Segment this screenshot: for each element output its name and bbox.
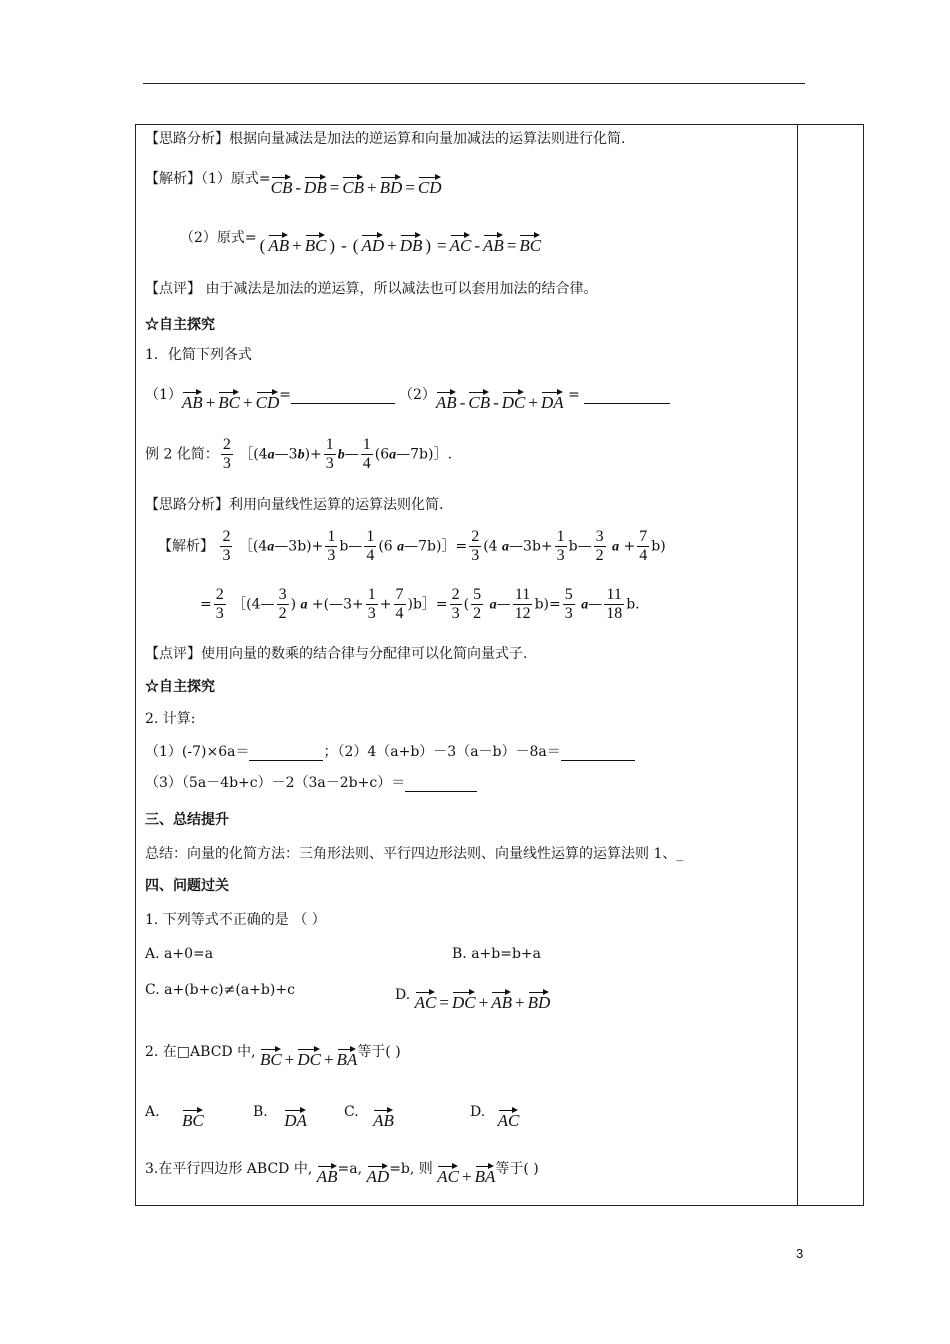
exercise-2-title: 2. 计算: [145, 711, 196, 727]
heading-explore-1: ☆自主探究 [145, 317, 215, 333]
question-1: 1. 下列等式不正确的是 （ ） [145, 912, 326, 928]
solution-2: （2）原式= ( AB + BC ) - ( AD + DB ) = AC - AB = BC [180, 230, 542, 255]
answer-blank[interactable] [584, 403, 670, 404]
solution-example-2b: = $\frac{2}{3}$ ［(4— $\frac{3}{2}$ ) a +(—3+ $\frac{1}{3}$ + $\frac{7}{4}$ )b］= $\frac{2}{3}$ ( $\frac{5}{2}$ a— $\frac{11}{12}$ b)= $\frac{5}{3}$ a— $\frac{11}{18}$ b. [200, 586, 640, 622]
heading-check: 四、问题过关 [145, 878, 229, 894]
answer-blank[interactable] [249, 760, 323, 761]
question-3: 3.在平行四边形 ABCD 中, AB=a, AD=b, 则 AC + BA等于( ) [145, 1161, 539, 1186]
page-number: 3 [796, 1246, 804, 1261]
q2-option-a: A. BC [145, 1104, 204, 1130]
solution-example-2a: 【解析】 $\frac{2}{3}$ ［(4a—3b)+ $\frac{1}{3}$ b— $\frac{1}{4}$ (6 a—7b)］= $\frac{2}{3}$ (4 a—3b+ $\frac{1}{3}$ b— $\frac{3}{2}$ a + $\frac{7}{4}$ b) [158, 528, 666, 564]
q1-option-d: D. AC = DC + AB + BD [395, 987, 551, 1012]
exercise-2-items-a: （1）(-7)×6a＝ ；（2）4（a+b）－3（a－b）－8a＝ [145, 743, 635, 761]
q2-option-c: C. AB [344, 1104, 394, 1130]
summary-text: 总结：向量的化简方法：三角形法则、平行四边形法则、向量线性运算的运算法则 1、_ [145, 846, 684, 862]
exercise-1-title: 1．化简下列各式 [145, 347, 252, 363]
answer-blank[interactable] [405, 791, 477, 792]
q1-option-a: A. a+0=a [145, 946, 214, 962]
heading-summary: 三、总结提升 [145, 812, 229, 828]
answer-blank[interactable] [561, 760, 635, 761]
analysis-2: 【思路分析】利用向量线性运算的运算法则化简. [145, 497, 444, 513]
q1-option-c: C. a+(b+c)≠(a+b)+c [145, 982, 295, 998]
heading-explore-2: ☆自主探究 [145, 679, 215, 695]
header-rule [143, 83, 805, 84]
exercise-2-items-b: （3）（5a－4b+c）－2（3a－2b+c）＝ [145, 774, 477, 792]
q2-option-d: D. AC [470, 1104, 520, 1130]
table-column-divider [797, 124, 798, 1206]
exercise-1-items: （1）AB + BC + CD= （2）AB - CB - DC + DA = [145, 381, 670, 404]
question-2: 2. 在□ABCD 中, BC + DC + BA等于( ) [145, 1044, 401, 1069]
comment-2: 【点评】使用向量的数乘的结合律与分配律可以化简向量式子. [145, 646, 528, 662]
answer-blank[interactable] [291, 403, 395, 404]
analysis-1: 【思路分析】根据向量减法是加法的逆运算和向量加减法的运算法则进行化简. [145, 131, 626, 147]
q2-option-b: B. DA [253, 1104, 307, 1130]
q1-option-b: B. a+b=b+a [452, 946, 541, 962]
example-2: 例 2 化简： $\frac{2}{3}$ ［(4a—3b)+ $\frac{1}{3}$ b— $\frac{1}{4}$ (6a—7b)］. [145, 436, 452, 472]
comment-1: 【点评】 由于减法是加法的逆运算，所以减法也可以套用加法的结合律。 [145, 281, 598, 297]
solution-1: 【解析】（1）原式=CB - DB = CB + BD = CD [145, 171, 442, 197]
